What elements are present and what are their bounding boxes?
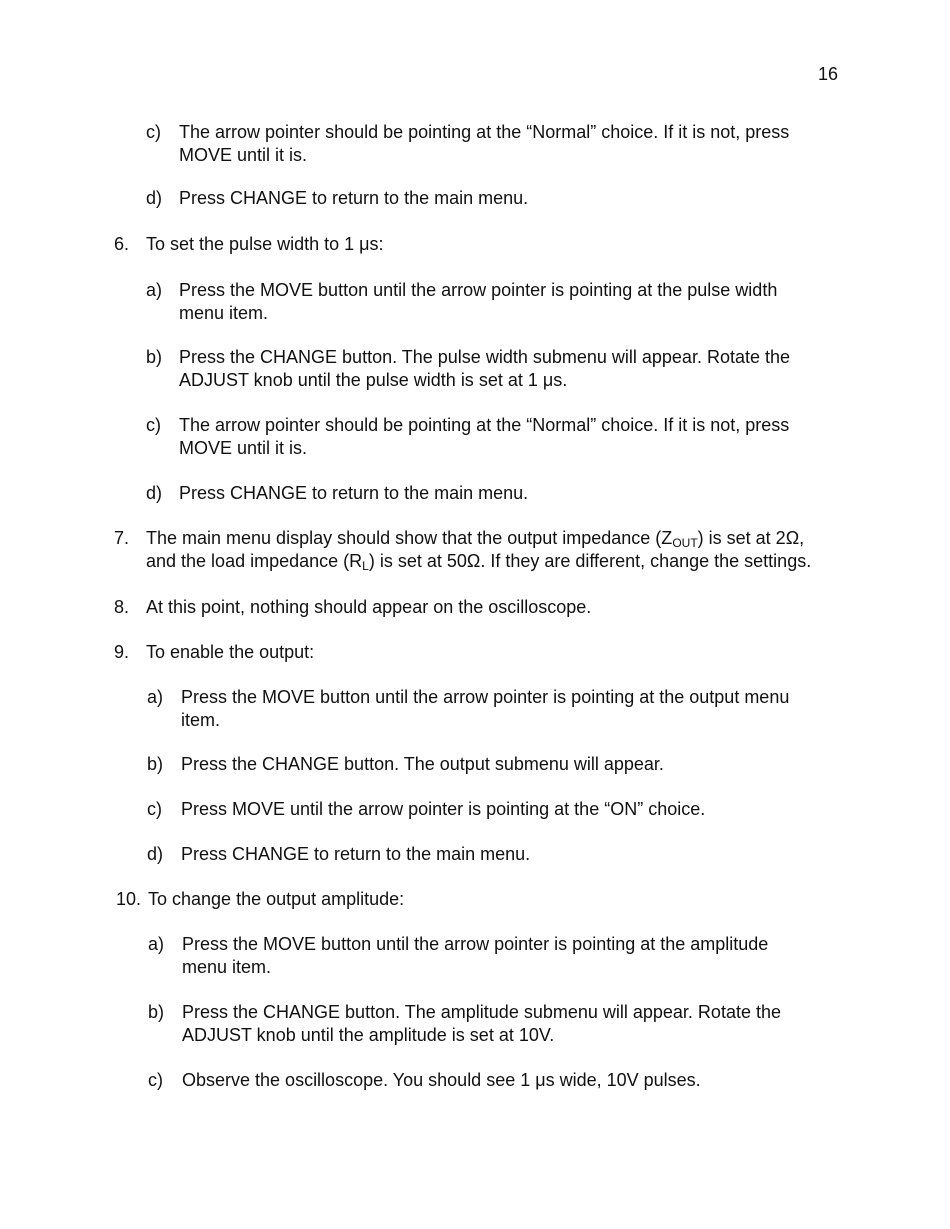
step-text: Press CHANGE to return to the main menu. xyxy=(179,483,529,503)
step-label: 10. xyxy=(116,889,142,909)
step-text-line: MOVE until it is. xyxy=(179,438,308,458)
step-text-line: and the load impedance $(R_L)$ is set at 50Ω. If they are different, change the settings. xyxy=(146,551,812,573)
step-text-line: Press the MOVE button until the arrow pointer is pointing at the pulse width xyxy=(179,280,778,300)
step-text xyxy=(182,1001,781,1047)
step-text: Observe the oscilloscope. You should see 1 μs wide, 10V pulses. xyxy=(182,1070,701,1090)
step-text-line: The arrow pointer should be pointing at the “Normal” choice. If it is not, press xyxy=(179,122,790,142)
step-label: a) xyxy=(148,934,165,954)
step-label: 9. xyxy=(114,642,130,662)
step-text: To set the pulse width to 1 μs: xyxy=(146,234,384,254)
step-text: Press MOVE until the arrow pointer is pointing at the “ON” choice. xyxy=(181,799,706,819)
step-text-line: The main menu display should show that the output impedance $(Z_{OUT})$ is set at 2Ω, xyxy=(146,528,805,550)
step-label: b) xyxy=(148,1002,165,1022)
step-text: At this point, nothing should appear on the oscilloscope. xyxy=(146,597,592,617)
step-label: b) xyxy=(146,347,163,367)
step-text xyxy=(179,279,777,325)
step-text: Press CHANGE to return to the main menu. xyxy=(179,188,529,208)
step-label: 7. xyxy=(114,528,130,548)
step-text xyxy=(146,527,811,573)
step-label: a) xyxy=(146,280,163,300)
step-label: c) xyxy=(147,799,162,819)
step-label: a) xyxy=(147,687,164,707)
step-text: To change the output amplitude: xyxy=(148,889,405,909)
step-text-line: Press the CHANGE button. The amplitude submenu will appear. Rotate the xyxy=(182,1002,781,1022)
step-text-line: menu item. xyxy=(182,957,272,977)
step-text xyxy=(179,414,789,460)
step-text-line: ADJUST knob until the pulse width is set at 1 μs. xyxy=(179,370,568,390)
step-label: b) xyxy=(147,754,164,774)
step-text: To enable the output: xyxy=(146,642,315,662)
step-label: c) xyxy=(146,122,161,142)
step-text: Press CHANGE to return to the main menu. xyxy=(181,844,531,864)
step-label: c) xyxy=(148,1070,163,1090)
step-text xyxy=(182,933,768,979)
step-text: Press the CHANGE button. The output submenu will appear. xyxy=(181,754,664,774)
step-text xyxy=(179,121,789,167)
step-label: 8. xyxy=(114,597,130,617)
step-text-line: The arrow pointer should be pointing at the “Normal” choice. If it is not, press xyxy=(179,415,790,435)
step-label: d) xyxy=(147,844,164,864)
step-text-line: Press the MOVE button until the arrow pointer is pointing at the amplitude xyxy=(182,934,769,954)
step-label: d) xyxy=(146,483,163,503)
step-text xyxy=(181,686,789,732)
step-text-line: Press the MOVE button until the arrow pointer is pointing at the output menu xyxy=(181,687,790,707)
step-label: d) xyxy=(146,188,163,208)
step-label: c) xyxy=(146,415,161,435)
step-text-line: ADJUST knob until the amplitude is set at 10V. xyxy=(182,1025,555,1045)
step-text xyxy=(179,346,790,392)
step-label: 6. xyxy=(114,234,130,254)
step-text-line: MOVE until it is. xyxy=(179,145,308,165)
step-text-line: item. xyxy=(181,710,221,730)
step-text-line: Press the CHANGE button. The pulse width submenu will appear. Rotate the xyxy=(179,347,790,367)
page-number: 16 xyxy=(818,64,839,84)
step-text-line: menu item. xyxy=(179,303,269,323)
